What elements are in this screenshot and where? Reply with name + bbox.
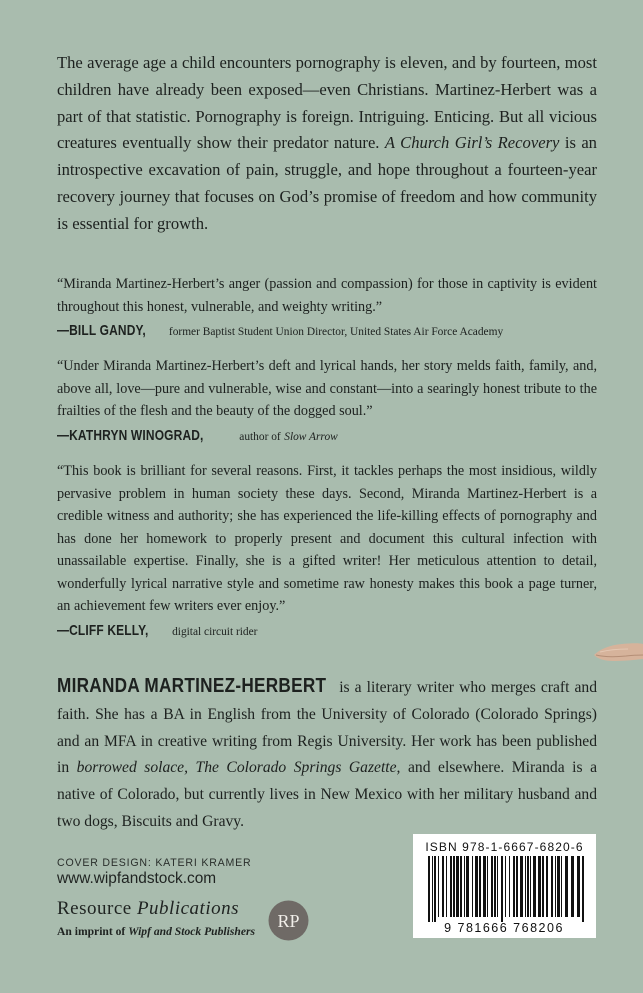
barcode-bar — [555, 856, 556, 917]
barcode-bar — [501, 856, 503, 922]
barcode-bar — [571, 856, 574, 917]
barcode-bar — [505, 856, 506, 917]
barcode-bar — [438, 856, 439, 917]
endorser-book-title: Slow Arrow — [284, 430, 338, 443]
barcode-bar — [464, 856, 465, 917]
barcode-bar — [546, 856, 548, 917]
barcode-bar — [525, 856, 526, 917]
publisher-name-word: Resource — [57, 898, 132, 919]
publisher-website: www.wipfandstock.com — [57, 870, 217, 887]
barcode-bar — [509, 856, 510, 917]
publisher-name-italic: Publications — [136, 898, 240, 919]
cover-design-credit: COVER DESIGN: KATERI KRAMER — [57, 857, 252, 869]
barcode-bar — [497, 856, 498, 917]
endorser-role: author of — [239, 430, 281, 443]
author-bio — [57, 673, 597, 836]
endorsement-text: “This book is brilliant for several reasons. First, it tackles perhaps the most insidious, wildly pervasive problem in human society these days. Second, Miranda Martinez-Herbert is a credible witness and authority; she has experienced the life-killing effects of pornography and has done her homework to properly present and document this cultural infection with unassailable expertise. Finally, she is a gifted writer! Her meticulous attention to detail, wonderfully lyrical narrative style and sometime raw honesty makes this book a page turner, an achievement few writers ever enjoy.” — [57, 463, 597, 614]
endorser-name: —BILL GANDY, — [57, 323, 146, 339]
barcode-bar — [561, 856, 562, 917]
blurb-text: The average age a child encounters pornography is eleven, and by fourteen, most children have already been exposed—even Christians. Martinez-Herbert was a part of that statistic. Pornography is foreign. Intriguing. Enticing. But all vicious creatures eventually show their predator nature. — [57, 53, 597, 153]
endorser-role: former Baptist Student Union Director, United States Air Force Academy — [168, 326, 504, 338]
endorsement-kathryn-winograd — [57, 355, 597, 447]
barcode-bar — [542, 856, 544, 917]
publisher-imprint — [57, 925, 255, 938]
barcode-bar — [582, 856, 584, 922]
bio-text-continued: and elsewhere. Miranda is a native of Colorado, but currently lives in New Mexico with her military husband and two dogs, Biscuits and Gravy. — [57, 759, 597, 830]
barcode-bar — [533, 856, 536, 917]
barcode-bar — [530, 856, 531, 917]
endorsement-text: “Under Miranda Martinez-Herbert’s deft and lyrical hands, her story melds faith, family, and, above all, love—pure and vulnerable, wise and constant—into a searingly honest tribute to the frailties of the flesh and the beauty of the dogged soul.” — [57, 358, 597, 419]
barcode-bar — [475, 856, 478, 917]
barcode-digits: 9 781666 768206 — [444, 921, 564, 934]
barcode-bar — [487, 856, 488, 917]
barcode-bar — [446, 856, 447, 917]
blurb-text-continued: is an introspective excavation of pain, struggle, and hope throughout a fourteen-year recovery journey that focuses on God’s promise of freedom and how community is essential for growth. — [57, 133, 597, 233]
barcode-bars — [419, 856, 590, 934]
barcode-bar — [491, 856, 493, 917]
barcode-bar — [460, 856, 462, 917]
barcode-bar — [557, 856, 560, 917]
barcode-bar — [513, 856, 515, 917]
barcode-bar — [494, 856, 496, 917]
endorsement-bill-gandy — [57, 273, 597, 342]
publisher-logo — [268, 900, 309, 941]
endorsement-attribution — [57, 426, 597, 447]
barcode-bar — [520, 856, 523, 917]
barcode-bar — [516, 856, 518, 917]
barcode-bar — [428, 856, 430, 922]
endorsement-text: “Miranda Martinez-Herbert’s anger (passion and compassion) for those in captivity is evident throughout this honest, vulnerable, and weighty writing.” — [57, 276, 597, 315]
endorser-role: digital circuit rider — [172, 625, 258, 638]
endorsement-attribution — [57, 321, 597, 342]
back-cover-blurb — [57, 50, 597, 238]
barcode-bar — [551, 856, 553, 917]
barcode-bar — [483, 856, 486, 917]
imprint-name: Wipf and Stock Publishers — [128, 925, 255, 938]
bio-publications: borrowed solace, The Colorado Springs Gazette, — [76, 759, 401, 777]
bio-text: is a literary writer who merges craft and faith. She has a BA in English from the University of Colorado (Colorado Springs) and an MFA in creative writing from Regis University. Her work has been published in — [57, 679, 597, 777]
barcode-bar — [434, 856, 436, 922]
barcode-bar — [565, 856, 568, 917]
isbn-label: ISBN 978-1-6667-6820-6 — [425, 840, 584, 854]
barcode-bar — [538, 856, 541, 917]
book-title: A Church Girl’s Recovery — [384, 133, 560, 153]
hand-illustration — [594, 641, 643, 665]
barcode-bar — [450, 856, 452, 917]
endorsement-attribution — [57, 621, 597, 642]
barcode-bar — [466, 856, 469, 917]
author-name: MIRANDA MARTINEZ-HERBERT — [57, 675, 327, 697]
endorser-name: —CLIFF KELLY, — [57, 622, 149, 639]
publisher-name — [57, 898, 239, 920]
isbn-barcode — [413, 834, 596, 938]
barcode-bar — [456, 856, 459, 917]
barcode-bar — [527, 856, 529, 917]
logo-letters: RP — [277, 911, 300, 931]
barcode-bar — [479, 856, 481, 917]
barcode-bar — [432, 856, 433, 922]
endorser-name: —KATHRYN WINOGRAD, — [57, 427, 204, 444]
barcode-bar — [453, 856, 455, 917]
barcode-bar — [577, 856, 580, 917]
endorsement-cliff-kelly — [57, 460, 597, 642]
barcode-bar — [472, 856, 473, 917]
barcode-bar — [442, 856, 444, 917]
imprint-prefix: An imprint of — [57, 925, 126, 938]
